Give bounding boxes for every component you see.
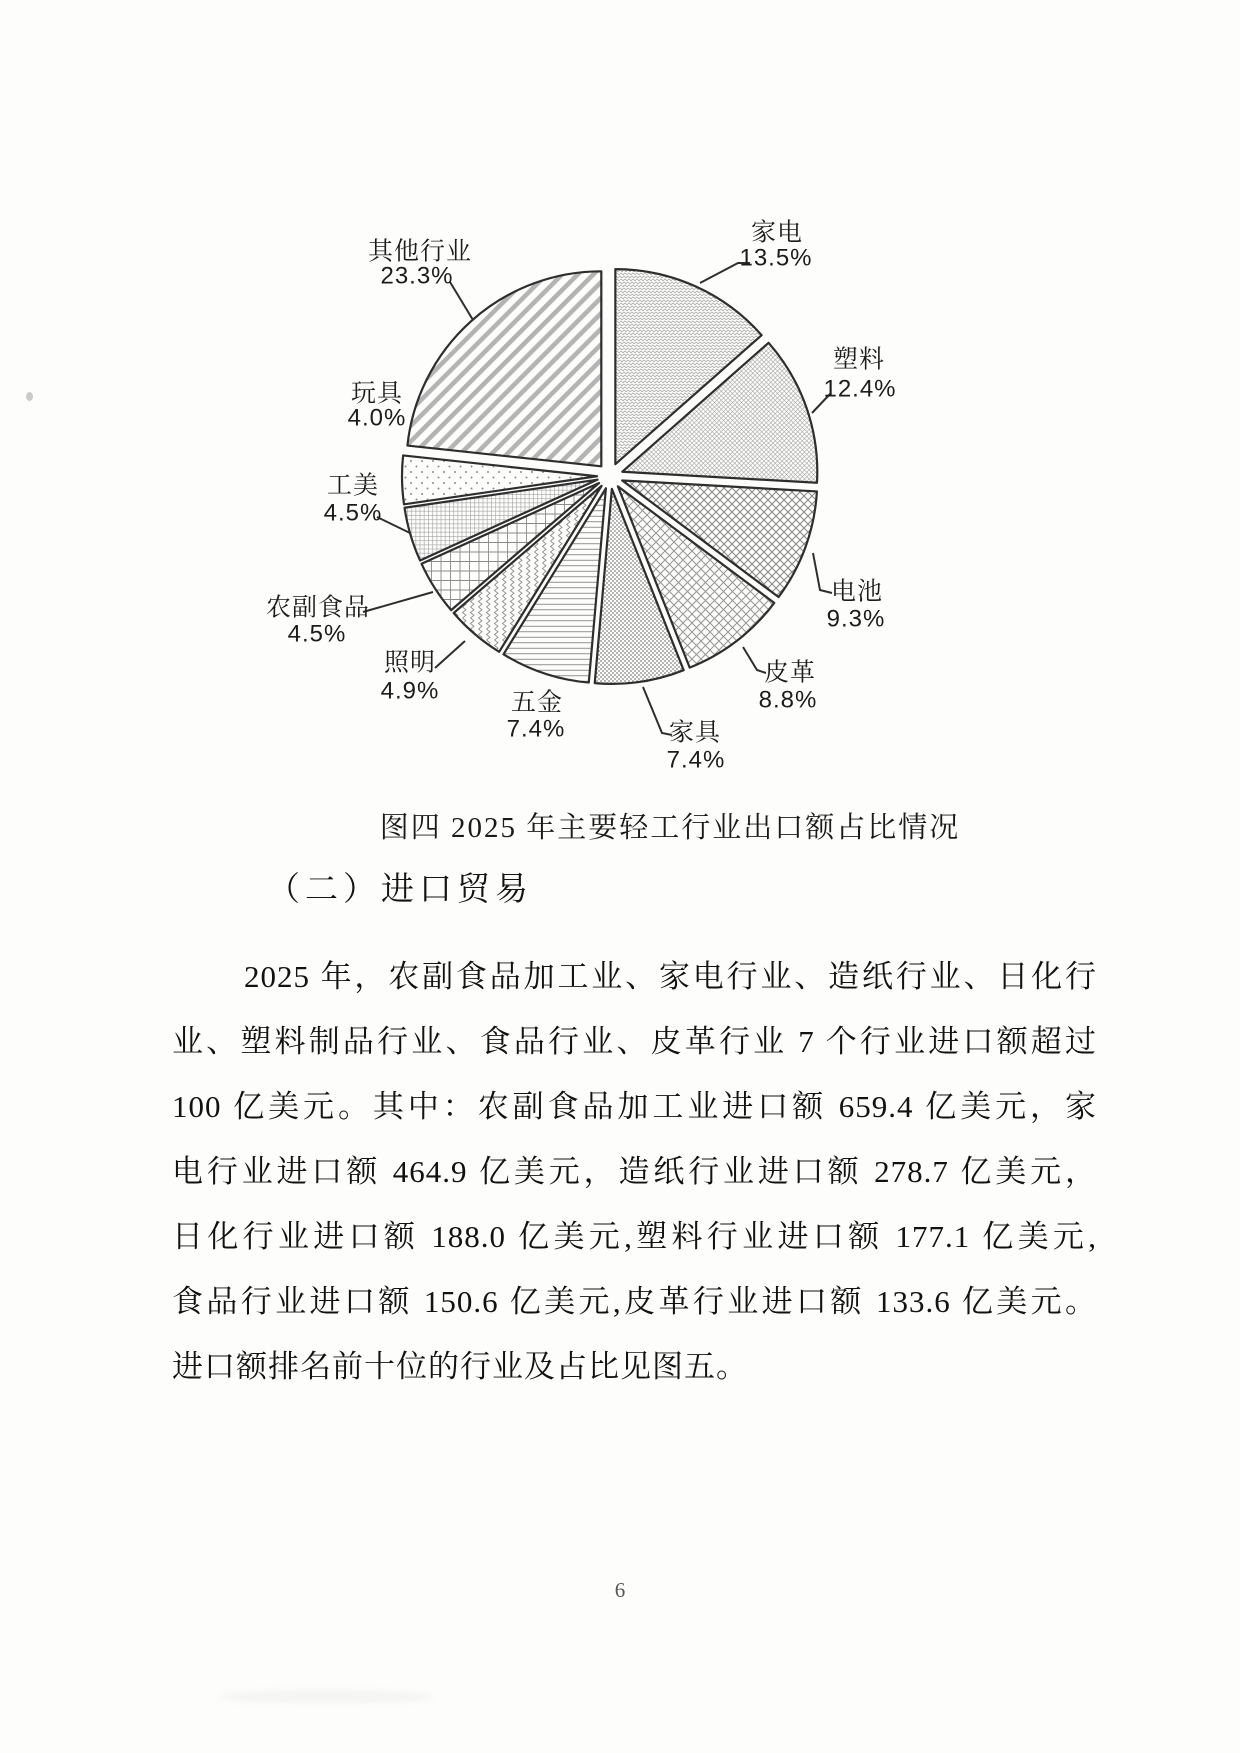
pie-leader-2 bbox=[813, 553, 832, 593]
pie-value-9: 4.0% bbox=[347, 404, 407, 432]
pie-slice-10 bbox=[407, 271, 601, 466]
pie-value-8: 4.5% bbox=[323, 499, 383, 527]
body-line-4: 电行业进口额 464.9 亿美元，造纸行业进口额 278.7 亿美元， bbox=[172, 1154, 1097, 1189]
body-line-3: 100 亿美元。其中：农副食品加工业进口额 659.4 亿美元，家 bbox=[172, 1089, 1097, 1124]
pie-value-1: 12.4% bbox=[823, 375, 897, 403]
pie-chart bbox=[260, 200, 940, 780]
body-paragraph bbox=[172, 944, 1097, 1399]
section-heading: （二）进口贸易 bbox=[267, 872, 533, 908]
body-line-6: 食品行业进口额 150.6 亿美元,皮革行业进口额 133.6 亿美元。 bbox=[172, 1284, 1097, 1319]
pie-leader-7 bbox=[363, 592, 433, 612]
pie-label-1: 塑料 bbox=[832, 345, 886, 374]
pie-leader-3 bbox=[743, 647, 766, 673]
pie-label-9: 玩具 bbox=[350, 379, 404, 408]
pie-label-3: 皮革 bbox=[763, 658, 817, 687]
scan-artifact-smudge bbox=[218, 1690, 433, 1704]
pie-label-4: 家具 bbox=[668, 718, 722, 747]
pie-value-3: 8.8% bbox=[758, 686, 818, 714]
scan-artifact-dot bbox=[26, 392, 33, 401]
pie-value-0: 13.5% bbox=[739, 244, 813, 272]
pie-value-10: 23.3% bbox=[380, 262, 454, 290]
figure-caption: 图四 2025 年主要轻工行业出口额占比情况 bbox=[379, 812, 961, 844]
body-line-1: 2025 年，农副食品加工业、家电行业、造纸行业、日化行 bbox=[244, 959, 1097, 994]
body-line-7: 进口额排名前十位的行业及占比见图五。 bbox=[172, 1349, 748, 1384]
pie-label-7: 农副食品 bbox=[265, 593, 371, 622]
pie-label-5: 五金 bbox=[510, 688, 564, 717]
pie-value-4: 7.4% bbox=[666, 746, 726, 774]
page-number: 6 bbox=[614, 1578, 626, 1602]
pie-value-6: 4.9% bbox=[380, 677, 440, 705]
pie-leader-4 bbox=[643, 687, 672, 735]
pie-label-8: 工美 bbox=[326, 471, 380, 500]
pie-label-10: 其他行业 bbox=[367, 237, 473, 266]
body-line-2: 业、塑料制品行业、食品行业、皮革行业 7 个行业进口额超过 bbox=[172, 1024, 1097, 1059]
pie-value-2: 9.3% bbox=[826, 605, 886, 633]
pie-value-5: 7.4% bbox=[506, 715, 566, 743]
body-line-5: 日化行业进口额 188.0 亿美元,塑料行业进口额 177.1 亿美元, bbox=[172, 1219, 1097, 1254]
figure-four bbox=[260, 200, 940, 780]
pie-label-6: 照明 bbox=[383, 648, 437, 677]
pie-label-0: 家电 bbox=[750, 218, 804, 247]
pie-label-2: 电池 bbox=[830, 577, 884, 606]
pie-value-7: 4.5% bbox=[287, 620, 347, 648]
pie-leader-6 bbox=[435, 641, 465, 668]
